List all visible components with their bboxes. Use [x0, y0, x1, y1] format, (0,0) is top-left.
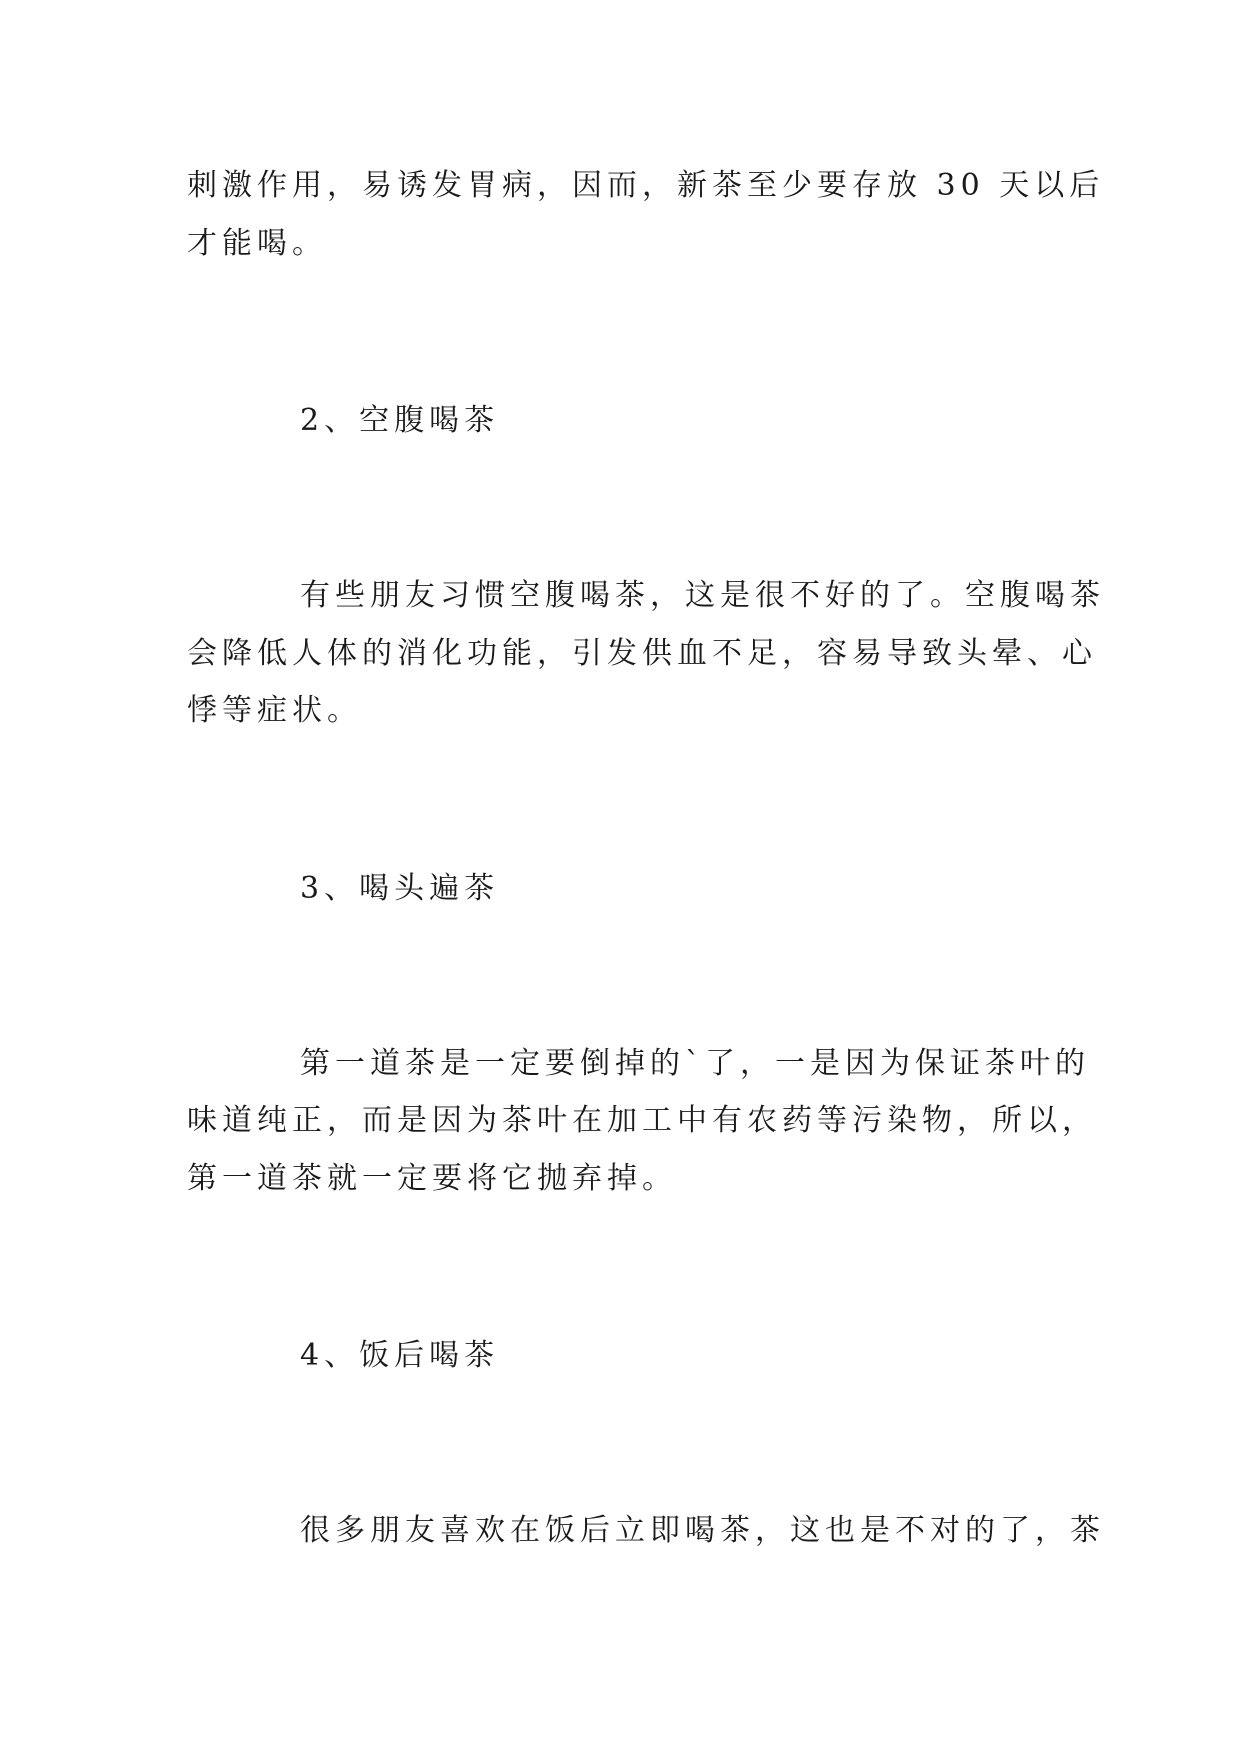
section-heading: 3、喝头遍茶	[300, 871, 500, 906]
paragraph-line: 才能喝。	[187, 226, 327, 261]
paragraph-line: 第一道茶就一定要将它抛弃掉。	[187, 1161, 677, 1196]
paragraph-line: 刺激作用，易诱发胃病，因而，新茶至少要存放 30 天以后	[187, 168, 1105, 203]
section-heading: 4、饭后喝茶	[300, 1338, 500, 1373]
paragraph-line: 悸等症状。	[187, 693, 362, 728]
paragraph-line: 很多朋友喜欢在饭后立即喝茶，这也是不对的了，茶	[300, 1513, 1105, 1548]
paragraph-line: 味道纯正，而是因为茶叶在加工中有农药等污染物，所以，	[187, 1103, 1097, 1138]
section-heading: 2、空腹喝茶	[300, 403, 500, 438]
paragraph-line: 会降低人体的消化功能，引发供血不足，容易导致头晕、心	[187, 636, 1097, 671]
paragraph-line: 第一道茶是一定要倒掉的`了，一是因为保证茶叶的	[300, 1046, 1090, 1081]
paragraph-line: 有些朋友习惯空腹喝茶，这是很不好的了。空腹喝茶	[300, 578, 1105, 613]
